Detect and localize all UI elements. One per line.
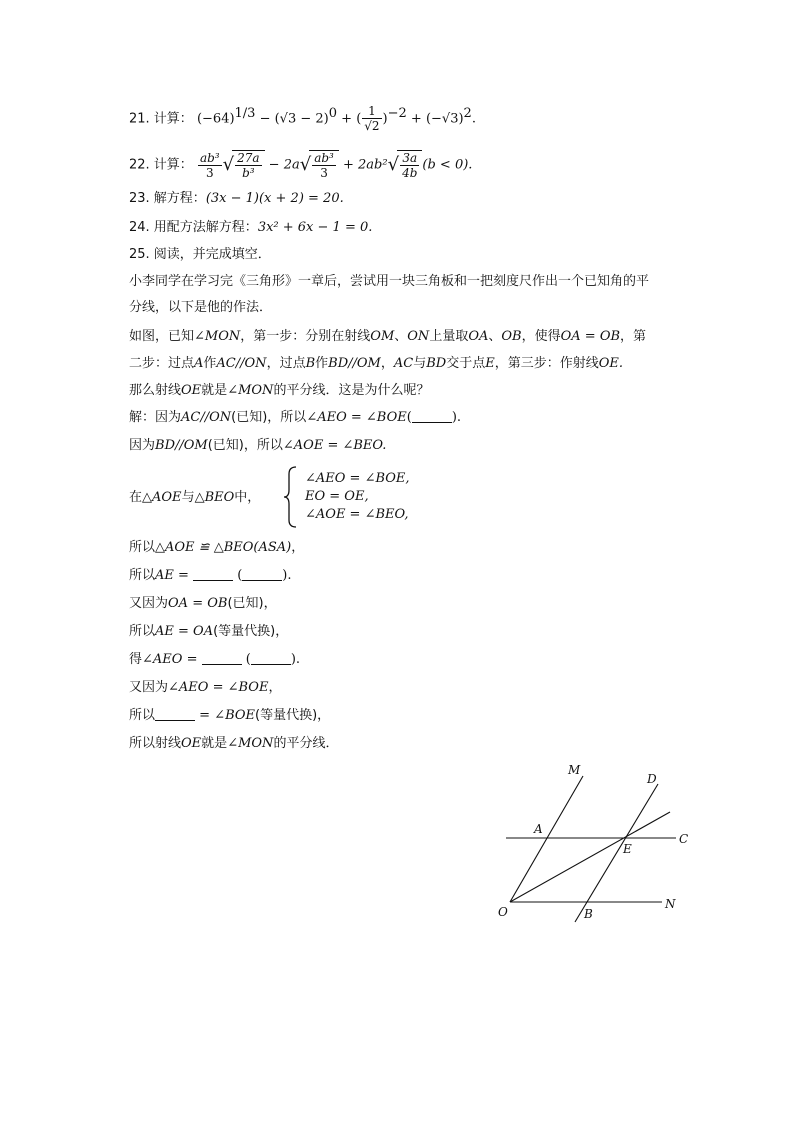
problem-24 (129, 218, 372, 238)
answer-blank-4[interactable] (202, 650, 242, 665)
ray-bd (575, 784, 658, 922)
answer-blank-1[interactable] (412, 408, 452, 423)
problem-22-condition: (b < 0). (422, 157, 473, 173)
proof-line-7: 所以AE = OA(等量代换)， (129, 624, 289, 639)
problem-21-term-c: + ( (337, 111, 362, 127)
proof-line-6: 又因为OA = OB(已知)， (129, 596, 277, 611)
problem-22-radical-2: $\frac{\text{ab³}}{3}$ (309, 150, 339, 180)
answer-blank-2[interactable] (193, 566, 233, 581)
proof-line-9: 又因为∠AEO = ∠BOE， (129, 680, 282, 695)
problem-21-exp-a: 1/3 (234, 106, 256, 121)
problem-25-label: 25. 阅读，并完成填空． (129, 247, 271, 262)
problem-23-label: 23. 解方程： (129, 191, 206, 206)
problem-21-fraction: $\frac{1}{√2}$ (364, 104, 380, 134)
proof-line-3: 在△AOE与△BEO中， (129, 490, 261, 505)
geometry-figure (490, 760, 700, 930)
label-b: B (584, 907, 593, 921)
problem-25 (129, 245, 271, 265)
reading-intro-1: 小李同学在学习完《三角形》一章后，尝试用一块三角板和一把刻度尺作出一个已知角的平 (129, 274, 650, 289)
radical-sign: √ (299, 154, 312, 175)
label-e: E (623, 842, 632, 856)
problem-21: 21. 计算： $(-64)^{1/3} - (√3 - 2)^0$ + ( $\frac{1}{√2}$ )$^{-2} + (-√3)^2$. (129, 104, 476, 134)
system-eq-3: ∠AOE = ∠BEO, (305, 507, 409, 522)
problem-24-equation: 3x² + 6x − 1 = 0. (257, 220, 373, 235)
reading-steps-1: 如图，已知∠MON，第一步：分别在射线OM、ON上量取OA、OB，使得OA = OB，第 (129, 329, 647, 344)
system-eq-1: ∠AEO = ∠BOE, (305, 471, 410, 486)
answer-blank-6[interactable] (155, 706, 195, 721)
problem-23 (129, 189, 344, 209)
proof-line-5: 所以AE = ( ). (129, 568, 292, 583)
label-o: O (498, 905, 508, 919)
problem-22-mid-2: + 2ab² (338, 157, 388, 173)
problem-21-label: 21. 计算： (129, 111, 193, 127)
proof-line-4: 所以△AOE ≌ △BEO(ASA)， (129, 540, 305, 555)
proof-line-2: 因为BD//OM(已知)，所以∠AOE = ∠BEO. (129, 438, 387, 453)
label-c: C (679, 832, 689, 846)
reading-question: 那么射线OE就是∠MON的平分线．这是为什么呢？ (129, 383, 430, 398)
problem-22-radical-3: $\frac{3a}{4b}$ (397, 150, 422, 180)
proof-line-11: 所以射线OE就是∠MON的平分线． (129, 736, 339, 751)
reading-intro-2: 分线，以下是他的作法． (129, 300, 273, 315)
radical-sign: √ (222, 154, 235, 175)
system-eq-2: EO = OE, (305, 489, 369, 504)
problem-21-exp-e: 2 (463, 106, 472, 121)
problem-21-exp-d: −2 (387, 106, 407, 121)
label-d: D (647, 772, 657, 786)
answer-blank-5[interactable] (251, 650, 291, 665)
label-n: N (665, 897, 676, 911)
problem-22-radical-1: $\frac{27a}{\text{b³}}$ (232, 150, 264, 180)
problem-21-term-e: + (−√3) (406, 111, 464, 127)
label-a: A (534, 822, 543, 836)
radical-sign: √ (387, 154, 400, 175)
label-m: M (568, 763, 581, 777)
problem-21-term-a: (−64) (196, 111, 235, 127)
proof-line-1: 解：因为AC//ON(已知)，所以∠AEO = ∠BOE( ). (129, 410, 462, 425)
ray-om (510, 776, 583, 902)
problem-22 (129, 150, 472, 180)
proof-line-10: 所以 = ∠BOE(等量代换)， (129, 708, 331, 723)
problem-24-label: 24. 用配方法解方程： (129, 220, 258, 235)
proof-line-8: 得∠AEO = ( ). (129, 652, 301, 667)
system-equations (305, 470, 410, 524)
reading-steps-2: 二步：过点A作AC//ON，过点B作BD//OM，AC与BD交于点E，第三步：作射线OE. (129, 356, 624, 371)
problem-23-equation: (3x − 1)(x + 2) = 20. (205, 191, 344, 206)
problem-22-label: 22. 计算： (129, 157, 193, 173)
answer-blank-3[interactable] (242, 566, 282, 581)
problem-21-exp-b: 0 (328, 106, 338, 121)
system-brace (283, 466, 299, 528)
problem-22-fraction-1: $\frac{\text{ab³}}{3}$ (199, 150, 220, 180)
problem-21-term-b: − (√3 − 2) (255, 111, 329, 127)
problem-22-mid-1: − 2a (264, 157, 300, 173)
problem-21-term-d: ) (382, 111, 388, 127)
